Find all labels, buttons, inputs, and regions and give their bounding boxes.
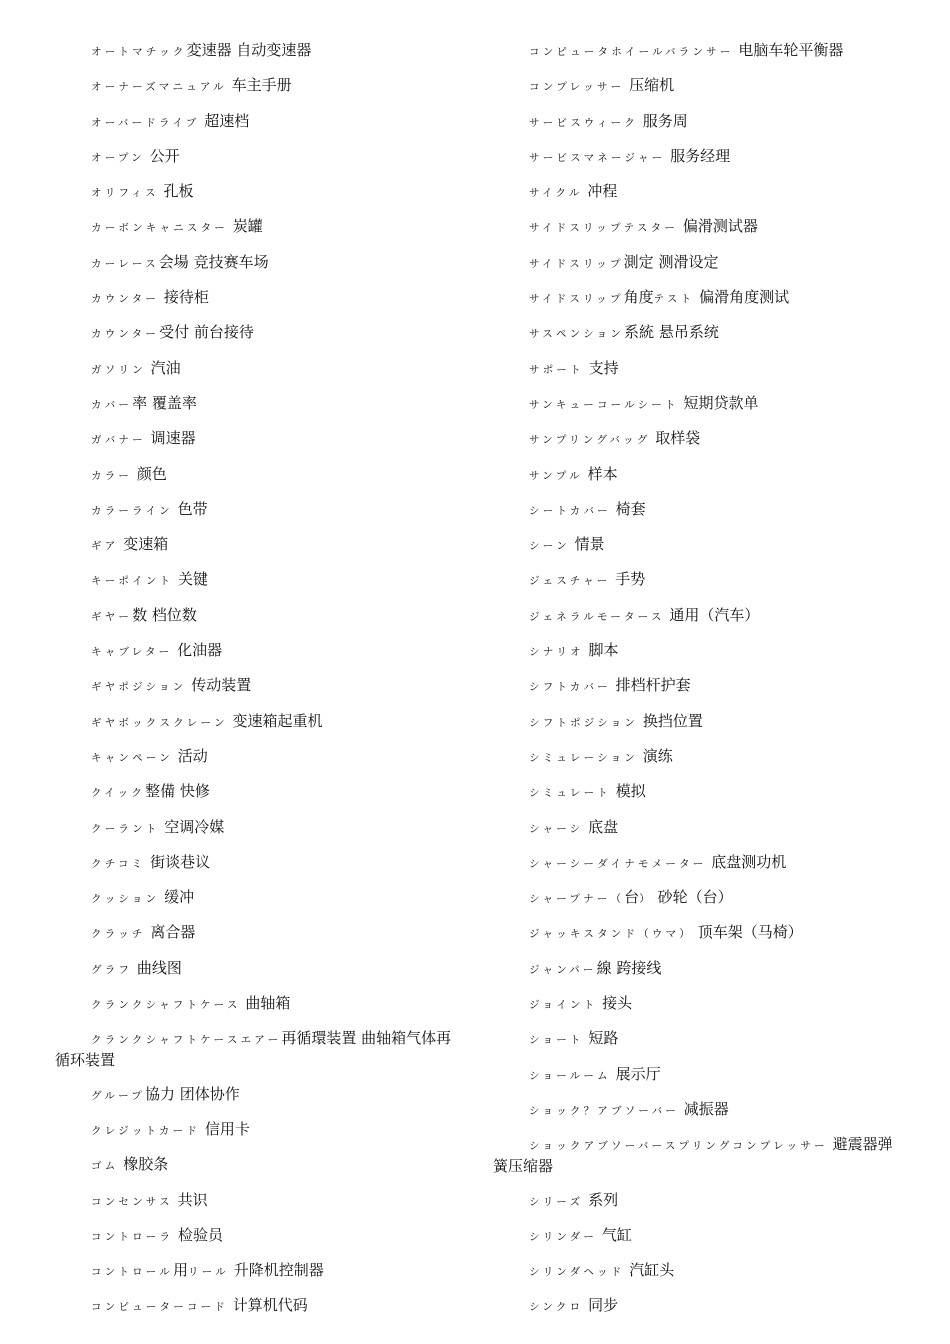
glossary-entry: [493, 1028, 903, 1050]
glossary-entry: [55, 1190, 455, 1212]
glossary-entry: [493, 958, 903, 980]
glossary-entry: [55, 322, 455, 344]
glossary-term: シミュレート: [529, 787, 611, 800]
glossary-term: シナリオ: [529, 646, 584, 659]
glossary-term: シャーシ: [529, 822, 584, 835]
glossary-left-column: [55, 40, 455, 1331]
glossary-meaning: 跨接线: [616, 958, 662, 977]
glossary-right-column: [493, 40, 903, 1331]
glossary-term: サイドスリップテスター: [529, 222, 679, 235]
glossary-entry: [493, 1064, 903, 1086]
glossary-entry: [55, 711, 455, 733]
glossary-term: クーラント: [91, 822, 160, 835]
glossary-meaning: 车主手册: [231, 76, 292, 95]
glossary-term: シンクロ: [529, 1301, 584, 1314]
glossary-term: ガソリン: [91, 363, 146, 376]
glossary-entry: [493, 1190, 903, 1212]
glossary-meaning: 测滑设定: [658, 252, 719, 271]
glossary-meaning: 系列: [588, 1190, 619, 1209]
glossary-term: オートマチック変速器: [91, 41, 232, 59]
glossary-term: ギヤボックスクレーン: [91, 716, 228, 729]
glossary-term: ギヤポジション: [91, 681, 187, 694]
glossary-meaning: 颜色: [136, 464, 167, 483]
glossary-meaning: 砂轮（台）: [657, 888, 733, 907]
glossary-entry: [55, 534, 455, 556]
glossary-meaning: 脚本: [588, 641, 619, 660]
glossary-meaning: 情景: [574, 535, 605, 554]
glossary-entry: [55, 40, 455, 62]
glossary-entry: [493, 640, 903, 662]
glossary-meaning: 信用卡: [204, 1119, 250, 1138]
glossary-meaning: 前台接待: [193, 323, 254, 342]
glossary-term: シャーシーダイナモメーター: [529, 857, 707, 870]
glossary-meaning: 橡胶条: [123, 1155, 169, 1174]
glossary-term: シャープナー（台）: [529, 888, 653, 907]
glossary-meaning: 共识: [177, 1190, 208, 1209]
glossary-meaning: 短期贷款单: [683, 393, 759, 412]
glossary-entry: [55, 216, 455, 238]
glossary-term: ショート: [529, 1034, 584, 1047]
glossary-entry: [493, 922, 903, 944]
glossary-entry: [493, 1099, 903, 1121]
glossary-meaning: 取样袋: [655, 429, 701, 448]
glossary-term: サイドスリップ角度テスト: [529, 288, 695, 307]
glossary-term: カラー: [91, 469, 133, 482]
glossary-meaning: 服务周: [642, 111, 688, 130]
glossary-meaning: 变速箱: [123, 535, 169, 554]
glossary-entry: [493, 40, 903, 62]
glossary-meaning: 离合器: [150, 923, 196, 942]
glossary-term: サスペンション系統: [529, 323, 655, 342]
glossary-entry: [55, 781, 455, 803]
glossary-term: コントローラ: [91, 1230, 174, 1243]
glossary-term: キャンペーン: [91, 751, 173, 764]
glossary-term: シートカバー: [529, 504, 611, 517]
glossary-meaning: 缓冲: [164, 888, 195, 907]
glossary-meaning: 曲轴箱气体再循环装置: [55, 1029, 452, 1070]
glossary-meaning: 覆盖率: [151, 393, 197, 412]
glossary-entry: [493, 1225, 903, 1247]
glossary-meaning: 底盘测功机: [711, 852, 787, 871]
glossary-entry: [55, 1154, 455, 1176]
glossary-entry: [55, 605, 455, 627]
glossary-entry: [55, 887, 455, 909]
glossary-term: オリフィス: [91, 187, 159, 200]
glossary-meaning: 升降机控制器: [233, 1261, 324, 1280]
glossary-term: グループ協力: [91, 1084, 175, 1103]
glossary-term: サンプル: [529, 469, 583, 482]
glossary-meaning: 气缸: [601, 1225, 632, 1244]
glossary-meaning: 避震器弹簧压缩器: [493, 1135, 893, 1176]
glossary-entry: [55, 640, 455, 662]
glossary-meaning: 同步: [588, 1296, 619, 1315]
glossary-entry: [493, 181, 903, 203]
glossary-term: オーバードライブ: [91, 116, 200, 129]
glossary-term: ガバナー: [91, 434, 146, 447]
glossary-meaning: 排档杆护套: [615, 676, 691, 695]
glossary-meaning: 自动变速器: [236, 41, 312, 59]
glossary-entry: [55, 499, 455, 521]
glossary-meaning: 手势: [615, 570, 646, 589]
glossary-entry: [493, 75, 903, 97]
glossary-term: カーレース会場: [91, 252, 189, 271]
glossary-entry: [55, 1260, 455, 1282]
glossary-term: サービスウィーク: [529, 116, 638, 129]
glossary-entry: [55, 464, 455, 486]
glossary-entry: [493, 781, 903, 803]
glossary-term: サイクル: [529, 187, 583, 200]
glossary-term: ジェスチャー: [529, 575, 611, 588]
glossary-meaning: 悬吊系统: [658, 323, 719, 342]
glossary-term: カウンター: [91, 293, 160, 306]
glossary-entry: [55, 1119, 455, 1141]
glossary-entry: [493, 287, 903, 309]
glossary-term: クッション: [91, 893, 160, 906]
glossary-meaning: 短路: [588, 1029, 619, 1048]
glossary-entry: [55, 111, 455, 133]
glossary-meaning: 曲轴箱: [245, 994, 291, 1013]
glossary-entry: [493, 569, 903, 591]
glossary-meaning: 偏滑角度测试: [699, 288, 790, 307]
glossary-meaning: 顶车架（马椅）: [697, 923, 803, 942]
glossary-entry: [493, 887, 903, 909]
glossary-term: シリンダヘッド: [529, 1266, 625, 1279]
glossary-term: コントロール用リール: [91, 1261, 229, 1280]
glossary-term: ゴム: [91, 1160, 119, 1173]
glossary-term: カウンター受付: [91, 323, 190, 342]
glossary-meaning: 孔板: [163, 182, 194, 201]
glossary-term: ジャッキスタンド（ウマ）: [529, 928, 693, 941]
glossary-term: ショックアブソーバースプリングコンプレッサー: [529, 1140, 828, 1153]
glossary-term: ショールーム: [529, 1069, 611, 1082]
glossary-term: コンセンサス: [91, 1195, 173, 1208]
glossary-term: シフトポジション: [529, 716, 639, 729]
glossary-meaning: 公开: [149, 146, 180, 165]
glossary-term: ギヤー数: [91, 605, 148, 624]
glossary-entry: [493, 534, 903, 556]
glossary-entry: [493, 993, 903, 1015]
glossary-term: カラーライン: [91, 504, 173, 517]
glossary-term: コンピューターコード: [91, 1301, 228, 1314]
glossary-meaning: 街谈巷议: [150, 852, 211, 871]
glossary-entry: [55, 993, 455, 1015]
glossary-meaning: 底盘: [588, 817, 619, 836]
glossary-entry: [493, 252, 903, 274]
glossary-meaning: 服务经理: [670, 146, 731, 165]
glossary-term: ジャンパー線: [529, 958, 612, 977]
glossary-meaning: 检验员: [177, 1225, 223, 1244]
glossary-entry: [55, 252, 455, 274]
glossary-entry: [55, 358, 455, 380]
glossary-term: シリンダー: [529, 1230, 598, 1243]
glossary-meaning: 曲线图: [136, 958, 182, 977]
glossary-meaning: 减振器: [683, 1099, 729, 1118]
glossary-entry: [493, 711, 903, 733]
glossary-term: コンプレッサー: [529, 81, 625, 94]
glossary-term: クランクシャフトケース: [91, 999, 241, 1012]
glossary-term: クチコミ: [91, 857, 146, 870]
glossary-meaning: 档位数: [151, 605, 197, 624]
glossary-term: サイドスリップ測定: [529, 252, 654, 271]
glossary-meaning: 空调冷媒: [164, 817, 225, 836]
glossary-term: サンプリングバッグ: [529, 434, 651, 447]
glossary-meaning: 接头: [602, 994, 633, 1013]
glossary-meaning: 汽缸头: [629, 1261, 675, 1280]
glossary-entry: [493, 1134, 903, 1176]
glossary-entry: [493, 1260, 903, 1282]
glossary-term: シフトカバー: [529, 681, 611, 694]
glossary-entry: [493, 216, 903, 238]
glossary-term: クレジットカード: [91, 1124, 201, 1137]
glossary-meaning: 快修: [179, 782, 210, 801]
glossary-term: クラッチ: [91, 928, 146, 941]
glossary-meaning: 样本: [587, 464, 618, 483]
glossary-term: コンピュータホイールバランサー: [529, 46, 734, 58]
glossary-entry: [55, 1028, 455, 1070]
glossary-meaning: 变速箱起重机: [232, 711, 323, 730]
glossary-meaning: 换挡位置: [642, 711, 703, 730]
glossary-meaning: 椅套: [615, 499, 646, 518]
glossary-meaning: 演练: [642, 746, 673, 765]
glossary-term: クランクシャフトケースエアー再循環装置: [91, 1029, 357, 1048]
glossary-meaning: 炭罐: [232, 217, 263, 236]
glossary-entry: [55, 393, 455, 415]
glossary-term: オーナーズマニュアル: [91, 81, 227, 94]
glossary-term: キーポイント: [91, 575, 174, 588]
glossary-entry: [493, 852, 903, 874]
glossary-term: カーボンキャニスター: [91, 222, 228, 235]
glossary-entry: [55, 675, 455, 697]
glossary-meaning: 关键: [177, 570, 208, 589]
glossary-term: サポート: [529, 363, 584, 376]
glossary-entry: [55, 817, 455, 839]
glossary-entry: [493, 464, 903, 486]
glossary-entry: [55, 922, 455, 944]
glossary-term: シーン: [529, 540, 570, 553]
glossary-term: オープン: [91, 151, 145, 164]
glossary-meaning: 传动装置: [191, 676, 252, 695]
glossary-entry: [493, 428, 903, 450]
glossary-entry: [55, 958, 455, 980]
glossary-meaning: 接待柜: [163, 288, 209, 307]
glossary-meaning: 超速档: [204, 111, 250, 130]
glossary-entry: [493, 675, 903, 697]
glossary-term: グラフ: [91, 963, 133, 976]
glossary-meaning: 汽油: [150, 358, 181, 377]
glossary-term: ギア: [91, 540, 119, 553]
glossary-entry: [493, 111, 903, 133]
glossary-meaning: 调速器: [150, 429, 196, 448]
glossary-entry: [55, 746, 455, 768]
glossary-meaning: 模拟: [615, 782, 646, 801]
glossary-meaning: 冲程: [587, 182, 618, 201]
glossary-entry: [55, 1084, 455, 1106]
glossary-meaning: 计算机代码: [232, 1296, 308, 1315]
glossary-entry: [55, 1295, 455, 1317]
glossary-entry: [55, 1225, 455, 1247]
glossary-term: サンキューコールシート: [529, 398, 679, 411]
glossary-term: カバー率: [91, 393, 148, 412]
glossary-meaning: 团体协作: [179, 1084, 240, 1103]
glossary-term: ショック？アブソーバー: [529, 1104, 679, 1117]
glossary-meaning: 展示厅: [615, 1064, 661, 1083]
glossary-meaning: 化油器: [177, 641, 223, 660]
glossary-meaning: 色带: [177, 499, 208, 518]
glossary-meaning: 支持: [588, 358, 619, 377]
glossary-meaning: 竞技赛车场: [193, 252, 269, 271]
glossary-entry: [55, 146, 455, 168]
glossary-entry: [493, 499, 903, 521]
glossary-meaning: 偏滑测试器: [682, 217, 758, 236]
glossary-term: ジョイント: [529, 999, 598, 1012]
glossary-entry: [493, 746, 903, 768]
glossary-entry: [493, 817, 903, 839]
glossary-entry: [55, 181, 455, 203]
glossary-entry: [493, 605, 903, 627]
glossary-term: サービスマネージャー: [529, 151, 666, 164]
glossary-meaning: 通用（汽车）: [669, 605, 760, 624]
glossary-term: キャブレター: [91, 646, 173, 659]
glossary-entry: [493, 393, 903, 415]
glossary-term: クイック整備: [91, 782, 176, 801]
glossary-meaning: 电脑车轮平衡器: [738, 41, 844, 59]
glossary-term: シリーズ: [529, 1195, 584, 1208]
glossary-entry: [55, 428, 455, 450]
glossary-term: ジェネラルモータース: [529, 610, 665, 623]
glossary-term: シミュレーション: [529, 751, 638, 764]
glossary-entry: [55, 569, 455, 591]
glossary-meaning: 压缩机: [629, 76, 675, 95]
glossary-entry: [55, 287, 455, 309]
glossary-entry: [493, 1295, 903, 1317]
glossary-entry: [493, 358, 903, 380]
glossary-meaning: 活动: [177, 746, 208, 765]
glossary-entry: [493, 146, 903, 168]
glossary-entry: [55, 852, 455, 874]
glossary-entry: [55, 75, 455, 97]
glossary-entry: [493, 322, 903, 344]
